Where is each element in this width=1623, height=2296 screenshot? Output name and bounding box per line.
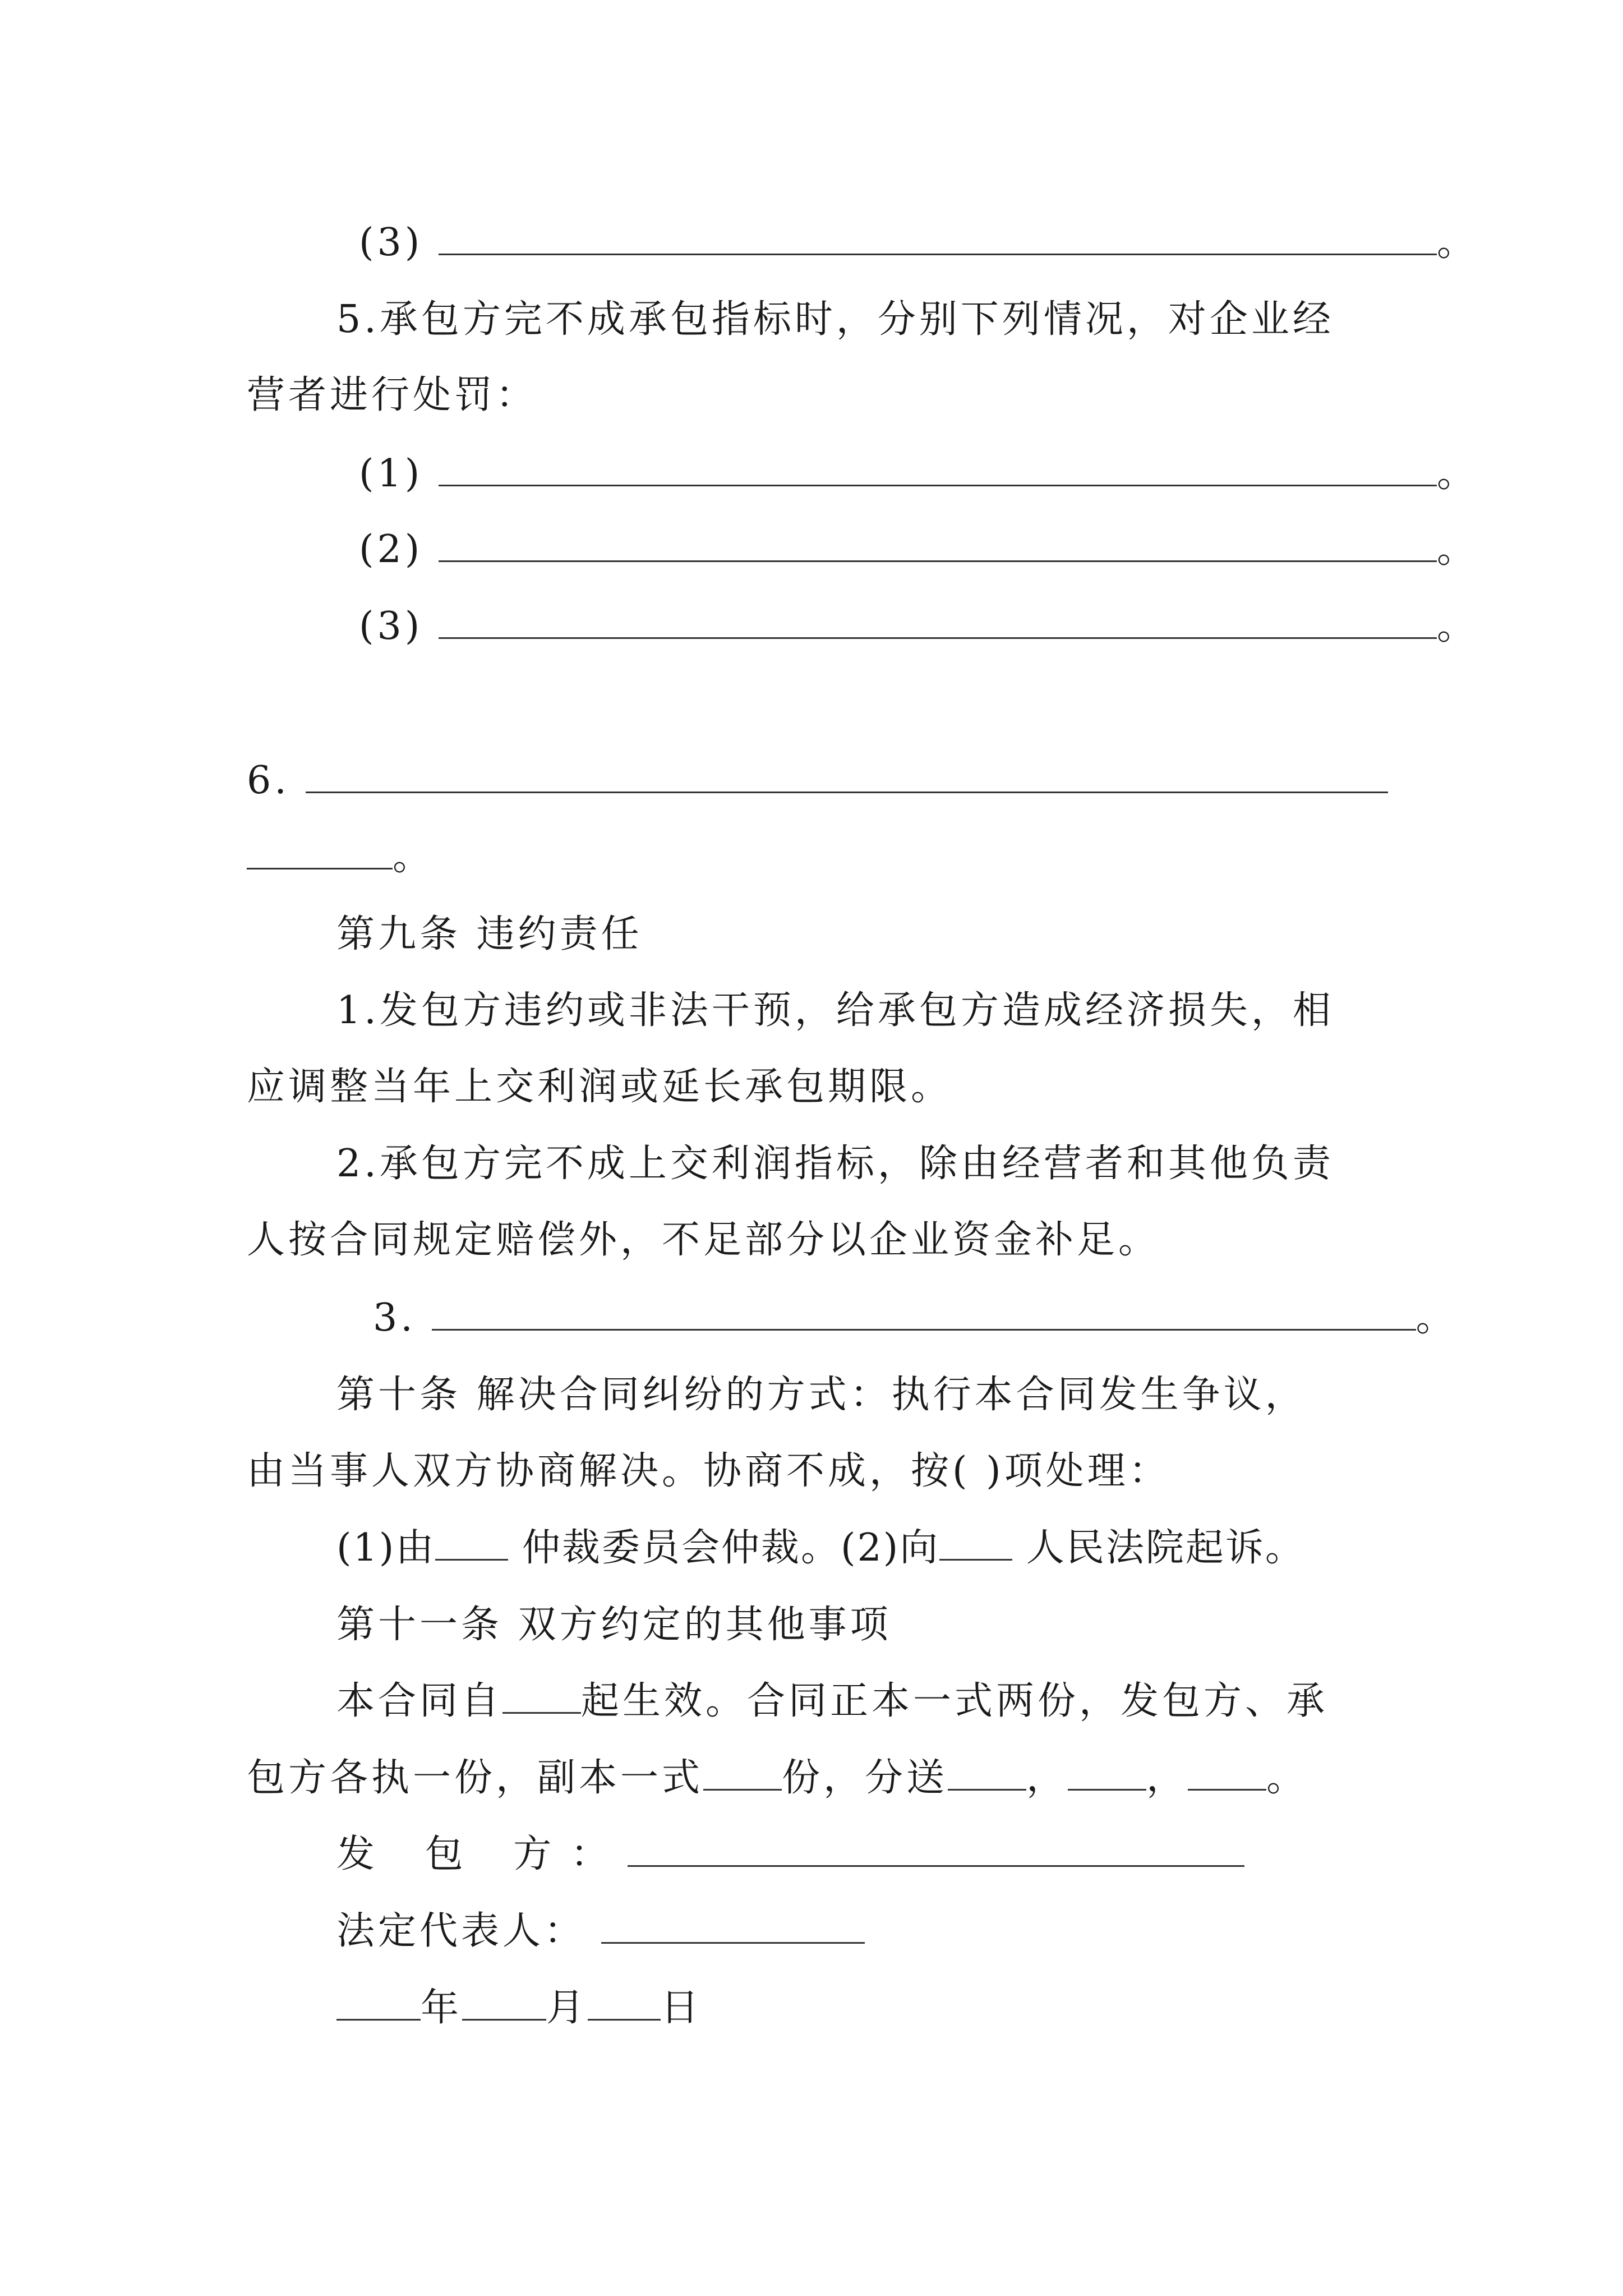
effective-date-blank[interactable] bbox=[502, 1677, 581, 1714]
item-3b-line bbox=[359, 599, 1478, 655]
item-1-line bbox=[359, 446, 1478, 502]
legal-rep-line bbox=[336, 1903, 865, 1959]
article-9-p1-line-2: 应调整当年上交利润或延长承包期限。 bbox=[247, 1065, 953, 1109]
text-segment: 起生效。合同正本一式两份，发包方、承 bbox=[581, 1679, 1329, 1723]
article-11-line-1 bbox=[336, 1673, 1328, 1729]
issuer-line bbox=[336, 1826, 1244, 1883]
item-label: (2) bbox=[359, 527, 423, 572]
article-9-p3-line bbox=[373, 1290, 1458, 1346]
period: 。 bbox=[1436, 527, 1478, 572]
legal-rep-label: 法定代表人： bbox=[336, 1909, 586, 1953]
article-10-line-2: 由当事人双方协商解决。协商不成，按( )项处理： bbox=[247, 1449, 1170, 1493]
article-9-p2-line-1: 2.承包方完不成上交利润指标，除由经营者和其他负责 bbox=[336, 1142, 1334, 1186]
year-label: 年 bbox=[421, 1986, 463, 2030]
month-blank[interactable] bbox=[462, 1984, 546, 2021]
fill-blank[interactable] bbox=[432, 1294, 1416, 1331]
item-label: (3) bbox=[359, 220, 423, 265]
period: 。 bbox=[393, 835, 435, 879]
article-11-title: 第十一条 双方约定的其他事项 bbox=[336, 1603, 892, 1647]
month-label: 月 bbox=[546, 1986, 588, 2030]
fill-blank[interactable] bbox=[439, 450, 1437, 486]
court-blank[interactable] bbox=[939, 1524, 1012, 1561]
day-blank[interactable] bbox=[588, 1984, 661, 2021]
comma: ， bbox=[1026, 1756, 1068, 1800]
option-2-prefix: (2)向 bbox=[840, 1526, 940, 1570]
text-segment: 份，分送 bbox=[782, 1756, 948, 1800]
clause-5-line-2: 营者进行处罚： bbox=[247, 373, 538, 417]
recipient-1-blank[interactable] bbox=[948, 1754, 1026, 1791]
article-9-p1-line-1: 1.发包方违约或非法干预，给承包方造成经济损失，相 bbox=[336, 988, 1334, 1033]
period: 。 bbox=[1436, 220, 1478, 265]
option-1-prefix: (1)由 bbox=[336, 1526, 436, 1570]
period: 。 bbox=[1436, 604, 1478, 648]
arbitration-blank[interactable] bbox=[435, 1524, 508, 1561]
article-9-title: 第九条 违约责任 bbox=[336, 912, 643, 956]
article-10-options bbox=[336, 1520, 1305, 1576]
text-segment: 本合同自 bbox=[336, 1679, 503, 1723]
item-6-line bbox=[247, 753, 1388, 809]
legal-rep-blank[interactable] bbox=[601, 1907, 865, 1944]
fill-blank[interactable] bbox=[247, 833, 393, 869]
date-line bbox=[336, 1980, 702, 2036]
period: 。 bbox=[1415, 1296, 1458, 1340]
item-3-line bbox=[359, 215, 1478, 271]
year-blank[interactable] bbox=[336, 1984, 421, 2021]
option-1-suffix: 仲裁委员会仲裁。 bbox=[508, 1526, 841, 1570]
fill-blank[interactable] bbox=[439, 602, 1437, 639]
item-2-line bbox=[359, 522, 1478, 578]
option-2-suffix: 人民法院起诉。 bbox=[1012, 1526, 1305, 1570]
text-segment: 包方各执一份，副本一式 bbox=[247, 1756, 704, 1800]
fill-blank[interactable] bbox=[439, 219, 1437, 255]
item-label: 3. bbox=[373, 1296, 416, 1340]
recipient-3-blank[interactable] bbox=[1188, 1754, 1266, 1791]
clause-5-line-1: 5.承包方完不成承包指标时，分别下列情况，对企业经 bbox=[336, 297, 1334, 342]
article-10-line-1: 第十条 解决合同纠纷的方式：执行本合同发生争议， bbox=[336, 1373, 1307, 1417]
issuer-blank[interactable] bbox=[628, 1830, 1244, 1867]
item-label: (1) bbox=[359, 452, 423, 496]
article-11-line-2 bbox=[247, 1750, 1308, 1806]
fill-blank[interactable] bbox=[306, 757, 1388, 793]
comma: ， bbox=[1146, 1756, 1188, 1800]
copies-blank[interactable] bbox=[703, 1754, 782, 1791]
period: 。 bbox=[1436, 452, 1478, 496]
item-6-continuation bbox=[247, 829, 434, 885]
article-9-p2-line-2: 人按合同规定赔偿外，不足部分以企业资金补足。 bbox=[247, 1218, 1160, 1262]
recipient-2-blank[interactable] bbox=[1068, 1754, 1146, 1791]
issuer-label: 发 包 方： bbox=[336, 1832, 628, 1876]
fill-blank[interactable] bbox=[439, 526, 1437, 562]
day-label: 日 bbox=[661, 1986, 703, 2030]
period: 。 bbox=[1266, 1756, 1308, 1800]
item-label: 6. bbox=[247, 758, 290, 803]
item-label: (3) bbox=[359, 604, 423, 648]
